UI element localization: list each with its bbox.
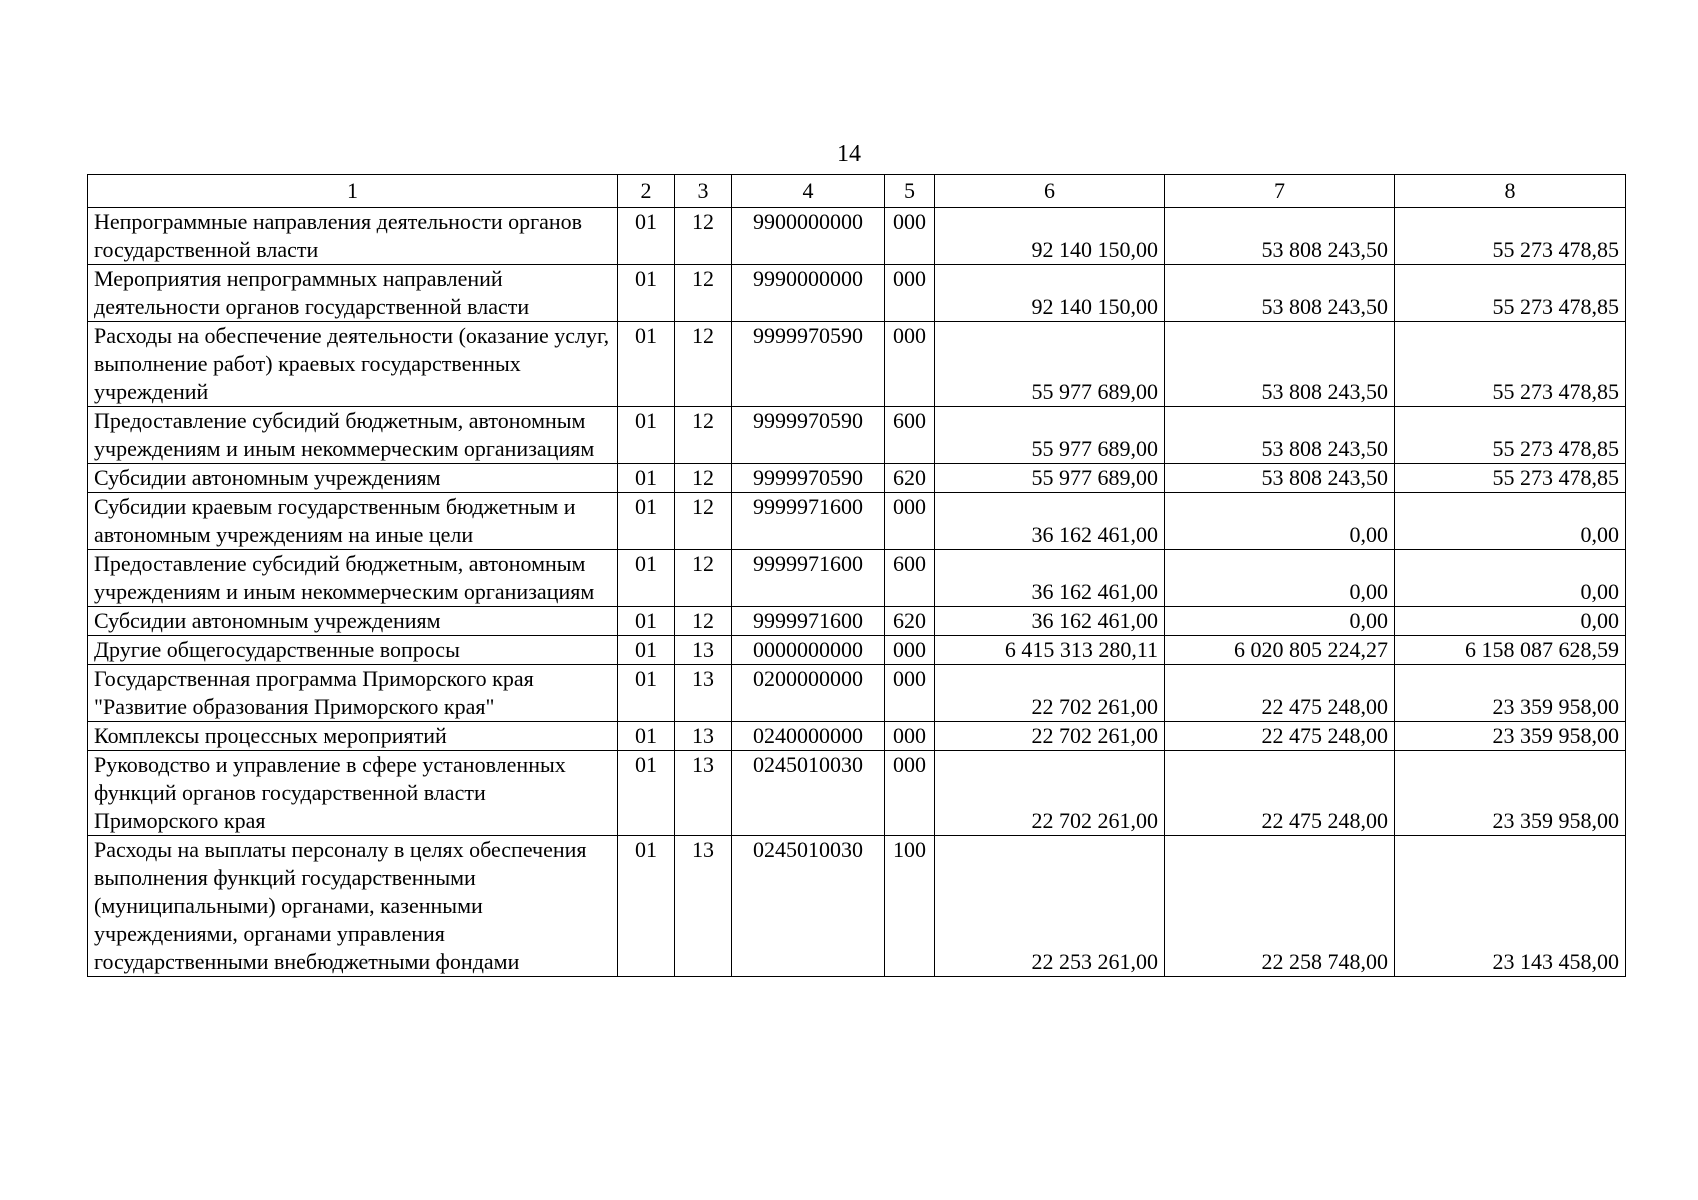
- amount-col6-cell: 55 977 689,00: [935, 407, 1165, 464]
- section-code-cell: 01: [618, 722, 675, 751]
- target-article-code-cell: 0240000000: [732, 722, 885, 751]
- amount-col7-cell: 0,00: [1165, 493, 1395, 550]
- subsection-code-cell: 13: [675, 722, 732, 751]
- amount-col6-cell: 92 140 150,00: [935, 265, 1165, 322]
- amount-col8-cell: 55 273 478,85: [1395, 322, 1626, 407]
- target-article-code-cell: 9999970590: [732, 407, 885, 464]
- amount-col8-cell: 6 158 087 628,59: [1395, 636, 1626, 665]
- expense-type-code-cell: 600: [885, 407, 935, 464]
- expense-type-code-cell: 000: [885, 751, 935, 836]
- target-article-code-cell: 9900000000: [732, 208, 885, 265]
- target-article-code-cell: 9999970590: [732, 322, 885, 407]
- amount-col8-cell: 55 273 478,85: [1395, 208, 1626, 265]
- subsection-code-cell: 12: [675, 265, 732, 322]
- section-code-cell: 01: [618, 464, 675, 493]
- row-name-cell: Непрограммные направления деятельности органов государственной власти: [88, 208, 618, 265]
- amount-col6-cell: 92 140 150,00: [935, 208, 1165, 265]
- row-name-cell: Субсидии автономным учреждениям: [88, 464, 618, 493]
- amount-col8-cell: 23 143 458,00: [1395, 836, 1626, 977]
- table-row: [88, 493, 1626, 550]
- row-name-cell: Предоставление субсидий бюджетным, автономным учреждениям и иным некоммерческим организациям: [88, 407, 618, 464]
- amount-col7-cell: 22 475 248,00: [1165, 751, 1395, 836]
- row-name-cell: Руководство и управление в сфере установленных функций органов государственной власти Приморского края: [88, 751, 618, 836]
- subsection-code-cell: 12: [675, 493, 732, 550]
- section-code-cell: 01: [618, 550, 675, 607]
- table-row: [88, 636, 1626, 665]
- table-row: [88, 550, 1626, 607]
- amount-col6-cell: 22 702 261,00: [935, 751, 1165, 836]
- section-code-cell: 01: [618, 607, 675, 636]
- amount-col8-cell: 55 273 478,85: [1395, 265, 1626, 322]
- column-header: 1: [88, 175, 618, 208]
- expense-type-code-cell: 000: [885, 322, 935, 407]
- amount-col8-cell: 55 273 478,85: [1395, 464, 1626, 493]
- section-code-cell: 01: [618, 208, 675, 265]
- amount-col6-cell: 36 162 461,00: [935, 550, 1165, 607]
- column-header: 3: [675, 175, 732, 208]
- row-name-cell: Другие общегосударственные вопросы: [88, 636, 618, 665]
- expense-type-code-cell: 000: [885, 636, 935, 665]
- subsection-code-cell: 13: [675, 636, 732, 665]
- column-header: 6: [935, 175, 1165, 208]
- row-name-cell: Мероприятия непрограммных направлений деятельности органов государственной власти: [88, 265, 618, 322]
- amount-col6-cell: 55 977 689,00: [935, 464, 1165, 493]
- expense-type-code-cell: 600: [885, 550, 935, 607]
- subsection-code-cell: 12: [675, 208, 732, 265]
- table-row: [88, 464, 1626, 493]
- table-row: [88, 665, 1626, 722]
- expense-type-code-cell: 000: [885, 665, 935, 722]
- amount-col7-cell: 6 020 805 224,27: [1165, 636, 1395, 665]
- amount-col6-cell: 22 702 261,00: [935, 722, 1165, 751]
- amount-col7-cell: 53 808 243,50: [1165, 265, 1395, 322]
- section-code-cell: 01: [618, 407, 675, 464]
- amount-col7-cell: 53 808 243,50: [1165, 322, 1395, 407]
- table-header-row: [88, 175, 1626, 208]
- row-name-cell: Субсидии автономным учреждениям: [88, 607, 618, 636]
- amount-col8-cell: 23 359 958,00: [1395, 722, 1626, 751]
- amount-col7-cell: 0,00: [1165, 550, 1395, 607]
- target-article-code-cell: 0245010030: [732, 751, 885, 836]
- section-code-cell: 01: [618, 636, 675, 665]
- column-header: 8: [1395, 175, 1626, 208]
- amount-col7-cell: 53 808 243,50: [1165, 407, 1395, 464]
- subsection-code-cell: 12: [675, 607, 732, 636]
- row-name-cell: Государственная программа Приморского края "Развитие образования Приморского края": [88, 665, 618, 722]
- table-row: [88, 407, 1626, 464]
- budget-table: [87, 174, 1626, 977]
- column-header: 5: [885, 175, 935, 208]
- amount-col6-cell: 36 162 461,00: [935, 607, 1165, 636]
- table-row: [88, 836, 1626, 977]
- expense-type-code-cell: 000: [885, 265, 935, 322]
- amount-col8-cell: 23 359 958,00: [1395, 665, 1626, 722]
- subsection-code-cell: 13: [675, 665, 732, 722]
- target-article-code-cell: 0200000000: [732, 665, 885, 722]
- row-name-cell: Комплексы процессных мероприятий: [88, 722, 618, 751]
- expense-type-code-cell: 000: [885, 722, 935, 751]
- amount-col8-cell: 0,00: [1395, 607, 1626, 636]
- expense-type-code-cell: 000: [885, 493, 935, 550]
- target-article-code-cell: 9990000000: [732, 265, 885, 322]
- column-header: 4: [732, 175, 885, 208]
- section-code-cell: 01: [618, 322, 675, 407]
- amount-col7-cell: 53 808 243,50: [1165, 208, 1395, 265]
- expense-type-code-cell: 620: [885, 607, 935, 636]
- table-row: [88, 751, 1626, 836]
- subsection-code-cell: 13: [675, 751, 732, 836]
- amount-col8-cell: 0,00: [1395, 550, 1626, 607]
- row-name-cell: Субсидии краевым государственным бюджетным и автономным учреждениям на иные цели: [88, 493, 618, 550]
- table-row: [88, 322, 1626, 407]
- amount-col7-cell: 53 808 243,50: [1165, 464, 1395, 493]
- row-name-cell: Расходы на обеспечение деятельности (оказание услуг, выполнение работ) краевых государственных учреждений: [88, 322, 618, 407]
- subsection-code-cell: 13: [675, 836, 732, 977]
- table-row: [88, 722, 1626, 751]
- expense-type-code-cell: 100: [885, 836, 935, 977]
- amount-col8-cell: 0,00: [1395, 493, 1626, 550]
- target-article-code-cell: 0000000000: [732, 636, 885, 665]
- section-code-cell: 01: [618, 665, 675, 722]
- column-header: 7: [1165, 175, 1395, 208]
- column-header: 2: [618, 175, 675, 208]
- table-row: [88, 208, 1626, 265]
- amount-col6-cell: 36 162 461,00: [935, 493, 1165, 550]
- amount-col8-cell: 23 359 958,00: [1395, 751, 1626, 836]
- row-name-cell: Расходы на выплаты персоналу в целях обеспечения выполнения функций государственными (муниципальными) органами, казенными учреждениями, органами управления государственными внебюджетными фондами: [88, 836, 618, 977]
- amount-col7-cell: 0,00: [1165, 607, 1395, 636]
- amount-col7-cell: 22 258 748,00: [1165, 836, 1395, 977]
- target-article-code-cell: 9999971600: [732, 493, 885, 550]
- subsection-code-cell: 12: [675, 550, 732, 607]
- table-row: [88, 607, 1626, 636]
- section-code-cell: 01: [618, 751, 675, 836]
- amount-col6-cell: 55 977 689,00: [935, 322, 1165, 407]
- row-name-cell: Предоставление субсидий бюджетным, автономным учреждениям и иным некоммерческим организациям: [88, 550, 618, 607]
- target-article-code-cell: 9999970590: [732, 464, 885, 493]
- amount-col7-cell: 22 475 248,00: [1165, 722, 1395, 751]
- section-code-cell: 01: [618, 493, 675, 550]
- page-number: 14: [837, 141, 861, 167]
- amount-col6-cell: 6 415 313 280,11: [935, 636, 1165, 665]
- subsection-code-cell: 12: [675, 407, 732, 464]
- expense-type-code-cell: 620: [885, 464, 935, 493]
- target-article-code-cell: 0245010030: [732, 836, 885, 977]
- amount-col7-cell: 22 475 248,00: [1165, 665, 1395, 722]
- table-row: [88, 265, 1626, 322]
- section-code-cell: 01: [618, 265, 675, 322]
- amount-col6-cell: 22 253 261,00: [935, 836, 1165, 977]
- expense-type-code-cell: 000: [885, 208, 935, 265]
- target-article-code-cell: 9999971600: [732, 607, 885, 636]
- subsection-code-cell: 12: [675, 464, 732, 493]
- amount-col8-cell: 55 273 478,85: [1395, 407, 1626, 464]
- target-article-code-cell: 9999971600: [732, 550, 885, 607]
- section-code-cell: 01: [618, 836, 675, 977]
- subsection-code-cell: 12: [675, 322, 732, 407]
- amount-col6-cell: 22 702 261,00: [935, 665, 1165, 722]
